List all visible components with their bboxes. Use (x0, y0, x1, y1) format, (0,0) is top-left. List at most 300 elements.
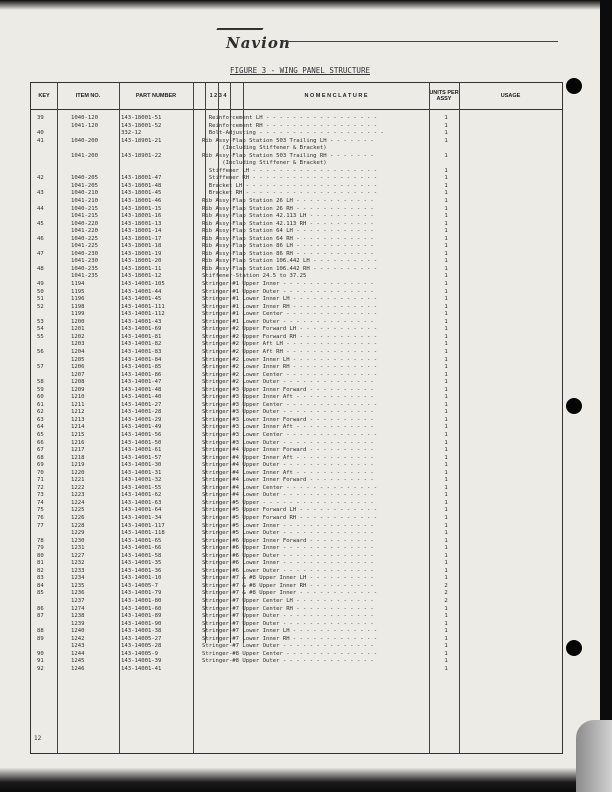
row-nomenclature: Stringer-#1 Lower Inner RH - - - - - - - - - - - - - (202, 303, 378, 310)
row-units: 1 (444, 296, 448, 303)
table-row (31, 651, 562, 659)
row-key: 51 (37, 296, 44, 303)
row-part-number: 143-14001-57 (121, 454, 162, 461)
row-nomenclature: Stringer-#3 Upper Inner Aft - - - - - - - - - - - - (202, 394, 374, 401)
row-units: 1 (444, 356, 448, 363)
row-nomenclature: (Including Stiffener & Bracket) (202, 160, 327, 167)
row-units: 1 (444, 643, 448, 650)
row-key: 76 (37, 514, 44, 521)
row-key: 86 (37, 605, 44, 612)
row-nomenclature: Reinforcement LH - - - - - - - - - - - - - - - - - (202, 115, 378, 121)
row-nomenclature: Stringer-#4 Upper Inner Forward - - - - - - - - - - (202, 447, 374, 454)
row-units: 1 (444, 665, 448, 672)
row-part-number: 143-18001-48 (121, 182, 162, 189)
row-key: 59 (37, 386, 44, 393)
row-item-no: 1242 (71, 635, 85, 642)
row-nomenclature: Stringer-#4 Lower Outer - - - - - - - - - - - - - - (202, 492, 374, 499)
row-item-no: 1215 (71, 431, 85, 438)
row-part-number: 143-14001-111 (121, 303, 165, 310)
row-item-no: 1040-235 (71, 265, 98, 272)
row-item-no: 1229 (71, 530, 85, 537)
table-row (31, 221, 562, 229)
table-row (31, 409, 562, 417)
row-item-no: 1220 (71, 469, 85, 476)
table-row (31, 666, 562, 674)
row-units: 1 (444, 137, 448, 144)
table-row (31, 138, 562, 146)
row-units: 1 (444, 454, 448, 461)
row-part-number: 143-14001-34 (121, 514, 162, 521)
row-key: 74 (37, 499, 44, 506)
table-row (31, 311, 562, 319)
row-nomenclature: Rib Assy-Flap Station 64 LH - - - - - - - - - - - - (202, 228, 374, 235)
row-item-no: 1203 (71, 341, 85, 348)
row-item-no: 1228 (71, 522, 85, 529)
row-key: 63 (37, 416, 44, 423)
table-row (31, 160, 562, 168)
row-nomenclature: Rib Assy-Flap Station 86 LH - - - - - - - - - - - - (202, 243, 374, 250)
row-item-no: 1210 (71, 394, 85, 401)
table-row (31, 198, 562, 206)
table-row (31, 357, 562, 365)
row-nomenclature: Stringer-#4 Lower Inner Forward - - - - - - - - - - (202, 477, 374, 484)
row-units: 1 (444, 658, 448, 665)
table-row (31, 417, 562, 425)
row-nomenclature: Stiffener LH - - - - - - - - - - - - - - - - - - - (202, 167, 378, 174)
row-nomenclature: Stringer-#6 Lower Inner - - - - - - - - - - - - - - (202, 560, 374, 567)
row-key: 85 (37, 590, 44, 597)
row-key: 81 (37, 560, 44, 567)
table-body (31, 115, 562, 673)
row-item-no: 1217 (71, 447, 85, 454)
row-key: 41 (37, 137, 44, 144)
row-part-number: 143-14001-39 (121, 658, 162, 665)
row-item-no: 1041-215 (71, 213, 98, 220)
row-part-number: 143-14001-30 (121, 462, 162, 469)
row-units: 1 (444, 348, 448, 355)
row-item-no: 1213 (71, 416, 85, 423)
row-part-number: 143-18901-22 (121, 152, 162, 159)
row-item-no: 1274 (71, 605, 85, 612)
row-nomenclature: Stringer-#7 Upper Outer - - - - - - - - - - - - - - (202, 620, 374, 627)
table-row (31, 243, 562, 251)
row-part-number: 143-14001-89 (121, 613, 162, 620)
row-nomenclature: Stringer-#3 Lower Center - - - - - - - - - - - - - - (202, 431, 378, 438)
row-item-no: 1202 (71, 333, 85, 340)
table-row (31, 658, 562, 666)
row-key: 42 (37, 175, 44, 182)
table-row (31, 130, 562, 138)
row-part-number: 143-18001-52 (121, 122, 162, 129)
row-nomenclature: Rib Assy-Flap Station 26 RH - - - - - - - - - - - - (202, 205, 374, 212)
row-item-no: 1209 (71, 386, 85, 393)
row-units: 1 (444, 394, 448, 401)
row-part-number: 143-14001-47 (121, 379, 162, 386)
row-key: 77 (37, 522, 44, 529)
row-item-no: 1201 (71, 326, 85, 333)
row-nomenclature: Stringer-#7 Upper Center LH - - - - - - - - - - - - (202, 598, 374, 604)
row-item-no: 1231 (71, 545, 85, 552)
row-part-number: 143-14001-35 (121, 560, 162, 567)
row-nomenclature: Rib Assy-Flap Station 42.113 RH - - - - - - - - - - (202, 220, 374, 227)
row-part-number: 143-14001-117 (121, 522, 165, 529)
table-row (31, 523, 562, 531)
row-nomenclature: Stringer-#2 Upper Aft RH - - - - - - - - - - - - - - (202, 348, 378, 355)
row-part-number: 143-18001-17 (121, 235, 162, 242)
table-row (31, 266, 562, 274)
row-units: 1 (444, 560, 448, 567)
row-units: 1 (444, 567, 448, 574)
row-item-no: 1040-225 (71, 235, 98, 242)
row-key: 64 (37, 424, 44, 431)
row-key: 50 (37, 288, 44, 295)
table-row (31, 477, 562, 485)
table-row (31, 334, 562, 342)
table-row (31, 206, 562, 214)
row-key: 91 (37, 658, 44, 665)
table-row (31, 175, 562, 183)
row-nomenclature: Stringer-#4 Upper Outer - - - - - - - - - - - - - - (202, 462, 374, 469)
table-row (31, 470, 562, 478)
row-nomenclature: Rib Assy-Flap Station 106.442 LH - - - - - - - - - - (202, 258, 378, 265)
table-row (31, 326, 562, 334)
table-row (31, 560, 562, 568)
row-key: 79 (37, 545, 44, 552)
row-nomenclature: Stringer-#6 Upper Outer - - - - - - - - - - - - - - (202, 552, 374, 559)
row-nomenclature: Rib Assy-Flap Station 106.442 RH - - - - - - - - - - (202, 265, 378, 272)
row-nomenclature: Stringer-#4 Upper Inner Aft - - - - - - - - - - - - (202, 454, 374, 461)
row-part-number: 143-14001-40 (121, 394, 162, 401)
row-item-no: 1041-220 (71, 228, 98, 235)
row-item-no: 1246 (71, 665, 85, 672)
row-item-no: 1221 (71, 477, 85, 484)
row-nomenclature: Stringer-#8 Upper Center - - - - - - - - - - - - - - (202, 650, 378, 657)
row-units: 1 (444, 258, 448, 265)
row-part-number: 143-18001-19 (121, 250, 162, 257)
row-item-no: 1040-210 (71, 190, 98, 197)
row-nomenclature: Stringer-#1 Upper Outer - - - - - - - - - - - - - - (202, 288, 374, 295)
row-nomenclature: Stringer-#2 Upper Aft LH - - - - - - - - - - - - - - (202, 341, 378, 348)
row-item-no: 1239 (71, 620, 85, 627)
row-nomenclature: (Including Stiffener & Bracket) (202, 145, 327, 152)
row-units: 1 (444, 401, 448, 408)
row-item-no: 1041-225 (71, 243, 98, 250)
table-row (31, 236, 562, 244)
row-nomenclature: Stringer-#2 Lower Center - - - - - - - - - - - - - - (202, 371, 378, 378)
row-key: 39 (37, 115, 44, 121)
row-item-no: 1243 (71, 643, 85, 650)
table-row (31, 372, 562, 380)
row-part-number: 143-14001-43 (121, 318, 162, 325)
row-units: 1 (444, 477, 448, 484)
row-item-no: 1237 (71, 598, 85, 604)
row-units: 1 (444, 514, 448, 521)
col-units-header: UNITS PER ASSY (429, 90, 459, 102)
row-item-no: 1245 (71, 658, 85, 665)
table-row (31, 213, 562, 221)
row-units: 1 (444, 620, 448, 627)
row-nomenclature: Stiffener-Station 24.5 to 37.25 (202, 273, 307, 280)
row-part-number: 143-14001-27 (121, 401, 162, 408)
row-part-number: 143-18001-45 (121, 190, 162, 197)
row-nomenclature: Stringer-#3 Upper Outer - - - - - - - - - - - - - - (202, 409, 374, 416)
row-part-number: 143-14001-48 (121, 386, 162, 393)
row-nomenclature: Stringer-#5 Lower Inner - - - - - - - - - - - - - - (202, 522, 374, 529)
row-item-no: 1195 (71, 288, 85, 295)
row-item-no: 1040-205 (71, 175, 98, 182)
row-item-no: 1040-120 (71, 115, 98, 121)
row-units: 1 (444, 371, 448, 378)
row-nomenclature: Rib Assy-Flap Station 26 LH - - - - - - - - - - - - (202, 198, 374, 205)
row-units: 1 (444, 265, 448, 272)
row-units: 1 (444, 439, 448, 446)
table-row (31, 485, 562, 493)
row-item-no: 1200 (71, 318, 85, 325)
row-key: 67 (37, 447, 44, 454)
row-units: 1 (444, 152, 448, 159)
row-units: 1 (444, 167, 448, 174)
row-nomenclature: Stringer-#3 Lower Inner Forward - - - - - - - - - - (202, 416, 374, 423)
row-nomenclature: Stringer-#3 Lower Outer - - - - - - - - - - - - - - (202, 439, 374, 446)
row-part-number: 143-14001-58 (121, 552, 162, 559)
row-key: 80 (37, 552, 44, 559)
row-units: 1 (444, 424, 448, 431)
row-units: 1 (444, 635, 448, 642)
table-header (31, 83, 562, 110)
parts-table (30, 82, 563, 754)
row-part-number: 143-14001-31 (121, 469, 162, 476)
table-row (31, 636, 562, 644)
row-item-no: 1212 (71, 409, 85, 416)
row-item-no: 1218 (71, 454, 85, 461)
table-row (31, 606, 562, 614)
table-row (31, 183, 562, 191)
table-row (31, 319, 562, 327)
row-key: 82 (37, 567, 44, 574)
row-units: 1 (444, 530, 448, 537)
row-nomenclature: Bolt-Adjusting - - - - - - - - - - - - - - - - - - - (202, 130, 384, 137)
row-part-number: 143-14001-81 (121, 333, 162, 340)
row-part-number: 143-18001-18 (121, 243, 162, 250)
table-row (31, 583, 562, 591)
row-part-number: 143-18001-20 (121, 258, 162, 265)
row-key: 57 (37, 364, 44, 371)
row-units: 1 (444, 311, 448, 318)
table-row (31, 553, 562, 561)
row-units: 1 (444, 537, 448, 544)
row-nomenclature: Stringer-#2 Lower Inner RH - - - - - - - - - - - - - (202, 364, 378, 371)
table-row (31, 349, 562, 357)
row-nomenclature: Stringer-#2 Lower Inner LH - - - - - - - - - - - - - (202, 356, 378, 363)
row-part-number: 143-14001-83 (121, 348, 162, 355)
row-nomenclature: Stringer-#5 Upper - - - - - - - - - - - - - - - - - (202, 499, 374, 506)
row-units: 1 (444, 462, 448, 469)
table-row (31, 643, 562, 651)
row-nomenclature: Stringer-#7 Lower Inner RH - - - - - - - - - - - - - (202, 635, 378, 642)
row-part-number: 143-14001-45 (121, 296, 162, 303)
row-item-no: 1208 (71, 379, 85, 386)
row-item-no: 1232 (71, 560, 85, 567)
row-part-number: 143-14005-27 (121, 635, 162, 642)
table-row (31, 628, 562, 636)
row-nomenclature: Stringer-#2 Lower Outer - - - - - - - - - - - - - - (202, 379, 374, 386)
row-units: 1 (444, 175, 448, 182)
row-part-number: 143-14001-62 (121, 492, 162, 499)
row-part-number: 143-14001-29 (121, 416, 162, 423)
binder-hole-middle (566, 398, 582, 414)
row-units: 1 (444, 507, 448, 514)
row-item-no: 1205 (71, 356, 85, 363)
row-nomenclature: Stringer-#3 Lower Inner Aft - - - - - - - - - - - - (202, 424, 374, 431)
row-nomenclature: Stringer-#7 & #8 Upper Inner LH - - - - - - - - - - (202, 575, 374, 582)
row-part-number: 143-18001-46 (121, 198, 162, 205)
row-nomenclature: Stringer-#4 Lower Inner Aft - - - - - - - - - - - - (202, 469, 374, 476)
row-key: 83 (37, 575, 44, 582)
row-part-number: 143-14001-69 (121, 326, 162, 333)
row-key: 44 (37, 205, 44, 212)
table-row (31, 500, 562, 508)
row-units: 1 (444, 379, 448, 386)
row-units: 1 (444, 386, 448, 393)
scanner-thumb (576, 720, 612, 792)
row-units: 1 (444, 409, 448, 416)
row-part-number: 143-14001-105 (121, 281, 165, 288)
row-item-no: 1226 (71, 514, 85, 521)
row-units: 1 (444, 326, 448, 333)
row-item-no: 1214 (71, 424, 85, 431)
row-units: 1 (444, 499, 448, 506)
table-row (31, 364, 562, 372)
row-item-no: 1041-120 (71, 122, 98, 129)
row-part-number: 143-14001-85 (121, 364, 162, 371)
row-nomenclature: Stringer-#6 Lower Outer - - - - - - - - - - - - - - (202, 567, 374, 574)
navion-logo: Navion (226, 34, 291, 52)
binder-hole-bottom (566, 640, 582, 656)
row-part-number: 143-14001-82 (121, 341, 162, 348)
row-nomenclature: Stringer-#5 Lower Outer - - - - - - - - - - - - - - (202, 530, 374, 537)
row-nomenclature: Bracket RH - - - - - - - - - - - - - - - - - - - - (202, 190, 378, 197)
row-units: 2 (444, 590, 448, 597)
table-row (31, 296, 562, 304)
row-key: 92 (37, 665, 44, 672)
row-nomenclature: Stringer-#3 Upper Center - - - - - - - - - - - - - - (202, 401, 378, 408)
table-row (31, 613, 562, 621)
table-row (31, 228, 562, 236)
row-units: 1 (444, 522, 448, 529)
table-row (31, 123, 562, 131)
col-nomenclature-header: N O M E N C L A T U R E (304, 93, 368, 99)
row-part-number: 143-14001-80 (121, 598, 162, 604)
row-item-no: 1224 (71, 499, 85, 506)
row-units: 1 (444, 469, 448, 476)
col-item-header: ITEM NO. (75, 93, 101, 99)
row-units: 1 (444, 122, 448, 129)
row-part-number: 143-14001-28 (121, 409, 162, 416)
row-units: 1 (444, 552, 448, 559)
row-item-no: 1041-210 (71, 198, 98, 205)
row-item-no: 1194 (71, 281, 85, 288)
figure-title: FIGURE 3 - WING PANEL STRUCTURE (230, 66, 370, 75)
row-units: 1 (444, 250, 448, 257)
row-key: 78 (37, 537, 44, 544)
row-item-no: 1236 (71, 590, 85, 597)
row-units: 2 (444, 598, 448, 604)
row-nomenclature: Stringer-#8 Upper Outer - - - - - - - - - - - - - - (202, 658, 374, 665)
row-key: 46 (37, 235, 44, 242)
row-part-number: 143-14001-86 (121, 371, 162, 378)
col-key-header: KEY (38, 93, 50, 99)
row-part-number: 332-12 (121, 130, 142, 137)
row-part-number: 143-14001-112 (121, 311, 165, 318)
row-units: 1 (444, 447, 448, 454)
row-units: 1 (444, 273, 448, 280)
row-units: 1 (444, 228, 448, 235)
table-row (31, 455, 562, 463)
row-nomenclature: Stringer-#1 Lower Center - - - - - - - - - - - - - - (202, 311, 378, 318)
table-row (31, 621, 562, 629)
row-nomenclature: Rib Assy-Flap Station 503 Trailing LH - - - - - - - (202, 137, 374, 144)
table-row (31, 545, 562, 553)
row-item-no: 1240 (71, 628, 85, 635)
row-part-number: 143-18901-21 (121, 137, 162, 144)
row-part-number: 143-14001-55 (121, 484, 162, 491)
row-units: 1 (444, 205, 448, 212)
table-row (31, 424, 562, 432)
row-nomenclature: Rib Assy-Flap Station 86 RH - - - - - - - - - - - - (202, 250, 374, 257)
table-row (31, 462, 562, 470)
row-part-number: 143-14001-63 (121, 499, 162, 506)
row-key: 65 (37, 431, 44, 438)
row-part-number: 143-14001-66 (121, 545, 162, 552)
row-item-no: 1235 (71, 582, 85, 589)
table-row (31, 507, 562, 515)
row-key: 90 (37, 650, 44, 657)
row-key: 70 (37, 469, 44, 476)
row-nomenclature: Stringer-#4 Lower Center - - - - - - - - - - - - - - (202, 484, 378, 491)
page-number: 12 (34, 735, 42, 742)
row-units: 1 (444, 364, 448, 371)
row-units: 2 (444, 582, 448, 589)
row-part-number: 143-14001-50 (121, 439, 162, 446)
row-units: 1 (444, 303, 448, 310)
row-part-number: 143-14005-9 (121, 650, 159, 657)
row-units: 1 (444, 650, 448, 657)
row-item-no: 1211 (71, 401, 85, 408)
row-key: 62 (37, 409, 44, 416)
col-levels-header: 1 2 3 4 (209, 93, 227, 99)
table-row (31, 190, 562, 198)
scan-bottom-edge (0, 768, 612, 792)
row-nomenclature: Stringer-#7 Upper Center RH - - - - - - - - - - - - (202, 605, 374, 612)
table-row (31, 530, 562, 538)
row-nomenclature: Reinforcement RH - - - - - - - - - - - - - - - - - (202, 122, 378, 129)
table-row (31, 440, 562, 448)
row-part-number: 143-14001-56 (121, 431, 162, 438)
row-key: 89 (37, 635, 44, 642)
row-units: 1 (444, 288, 448, 295)
table-row (31, 590, 562, 598)
table-row (31, 273, 562, 281)
row-key: 88 (37, 628, 44, 635)
row-nomenclature: Stringer-#5 Upper Forward LH - - - - - - - - - - - - (202, 507, 378, 514)
row-nomenclature: Stringer-#6 Upper Inner - - - - - - - - - - - - - - (202, 545, 374, 552)
row-item-no: 1040-215 (71, 205, 98, 212)
row-part-number: 143-14001-41 (121, 665, 162, 672)
scan-right-edge (600, 0, 612, 792)
row-key: 53 (37, 318, 44, 325)
row-item-no: 1230 (71, 537, 85, 544)
table-row (31, 394, 562, 402)
